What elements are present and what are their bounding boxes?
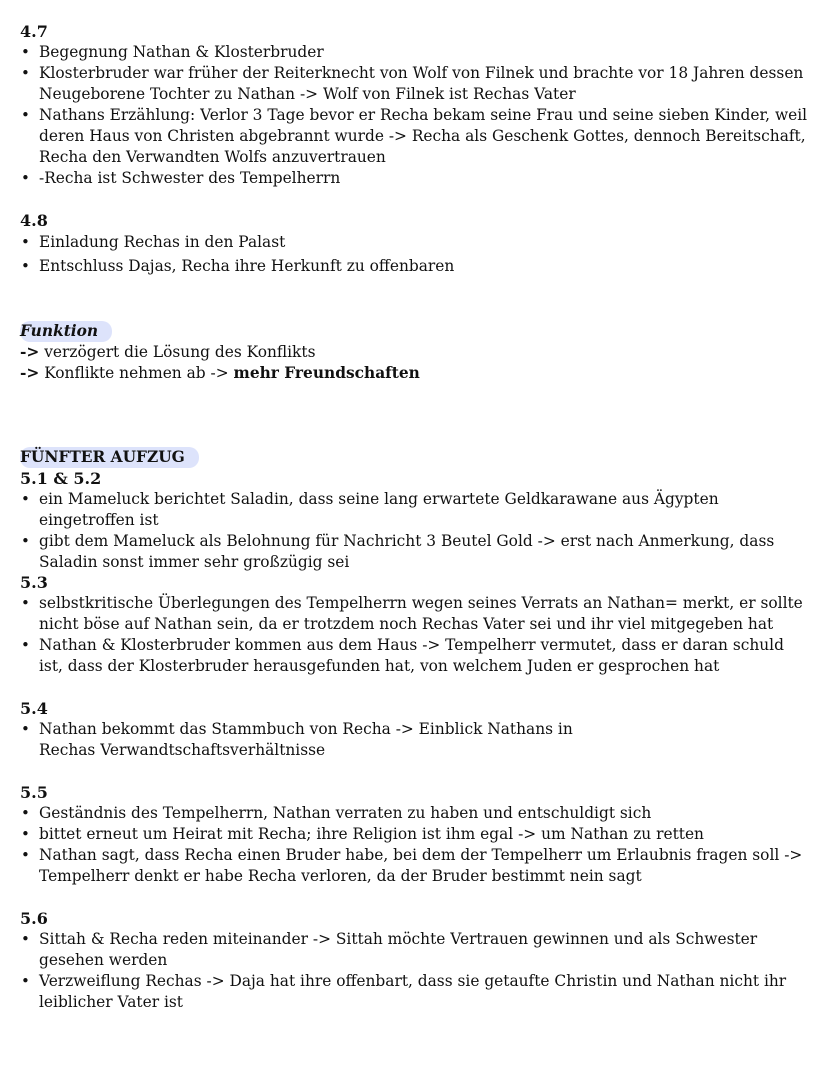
list-item: • Nathan sagt, dass Recha einen Bruder habe, bei dem der Tempelherr um Erlaubnis fragen soll -> Tempelherr denkt er habe Recha verloren, da der Bruder bestimmt nein sagt — [20, 845, 810, 887]
list-item: • selbstkritische Überlegungen des Tempelherrn wegen seines Verrats an Nathan= merkt, er sollte nicht böse auf Nathan sein, da er trotzdem noch Rechas Vater sei und ihr viel mitgegeben hat — [20, 593, 810, 635]
funktion-text: verzögert die Lösung des Konflikts — [44, 343, 316, 361]
list-item: • Klosterbruder war früher der Reiterknecht von Wolf von Filnek und brachte vor 18 Jahren dessen Neugeborene Tochter zu Nathan -> Wolf von Filnek ist Rechas Vater — [20, 63, 810, 105]
list-item: • Begegnung Nathan & Klosterbruder — [20, 42, 810, 63]
list-item: • Nathans Erzählung: Verlor 3 Tage bevor er Recha bekam seine Frau und seine sieben Kinder, weil deren Haus von Christen abgebrannt wurde -> Recha als Geschenk Gottes, dennoch Bereitschaft, Recha den Verwandten Wolfs anzuvertrauen — [20, 105, 810, 168]
arrow-marker: -> — [20, 343, 40, 361]
list-item: • ein Mameluck berichtet Saladin, dass seine lang erwartete Geldkarawane aus Ägypten eingetroffen ist — [20, 489, 810, 531]
section-heading: 5.4 — [20, 699, 48, 718]
list-item: • Nathan & Klosterbruder kommen aus dem Haus -> Tempelherr vermutet, dass er daran schuld ist, dass der Klosterbruder herausgefunden hat, von welchem Juden er gesprochen hat — [20, 635, 810, 677]
section-5-3 — [20, 572, 810, 677]
funktion-line-2 — [20, 363, 810, 384]
list-item: • Einladung Rechas in den Palast — [20, 232, 810, 253]
funktion-line-1 — [20, 342, 810, 363]
list-item: • gibt dem Mameluck als Belohnung für Nachricht 3 Beutel Gold -> erst nach Anmerkung, dass Saladin sonst immer sehr großzügig sei — [20, 531, 810, 573]
list-item: • Entschluss Dajas, Recha ihre Herkunft zu offenbaren — [20, 256, 810, 277]
bullet-list — [20, 719, 620, 761]
section-4-8 — [20, 210, 810, 277]
section-5-5 — [20, 782, 810, 887]
funktion-emphasis: mehr Freundschaften — [233, 364, 420, 382]
funktion-label: Funktion — [20, 321, 112, 342]
act-heading: FÜNFTER AUFZUG — [20, 447, 199, 468]
section-5-4 — [20, 698, 810, 761]
bullet-list — [20, 929, 810, 1013]
section-5-1 — [20, 468, 810, 573]
list-item: • -Recha ist Schwester des Tempelherrn — [20, 168, 810, 189]
arrow-marker: -> — [20, 364, 40, 382]
list-item: • Geständnis des Tempelherrn, Nathan verraten zu haben und entschuldigt sich — [20, 803, 810, 824]
section-heading: 4.7 — [20, 22, 48, 41]
funktion-block — [20, 321, 810, 384]
aufzug-heading-block — [20, 447, 810, 468]
section-5-6 — [20, 908, 810, 1013]
funktion-text: Konflikte nehmen ab -> — [44, 364, 229, 382]
list-item: • bittet erneut um Heirat mit Recha; ihre Religion ist ihm egal -> um Nathan zu retten — [20, 824, 810, 845]
section-heading: 4.8 — [20, 211, 48, 230]
bullet-list — [20, 232, 810, 277]
section-heading: 5.5 — [20, 783, 48, 802]
list-item: • Verzweiflung Rechas -> Daja hat ihre offenbart, dass sie getaufte Christin und Nathan nicht ihr leiblicher Vater ist — [20, 971, 810, 1013]
section-heading: 5.3 — [20, 573, 48, 592]
bullet-list — [20, 42, 810, 189]
list-item: • Nathan bekommt das Stammbuch von Recha -> Einblick Nathans in Rechas Verwandtschaftsverhältnisse — [20, 719, 620, 761]
bullet-list — [20, 593, 810, 677]
section-heading: 5.6 — [20, 909, 48, 928]
section-4-7 — [20, 21, 810, 189]
section-heading: 5.1 & 5.2 — [20, 469, 102, 488]
bullet-list — [20, 803, 810, 887]
bullet-list — [20, 489, 810, 573]
list-item: • Sittah & Recha reden miteinander -> Sittah möchte Vertrauen gewinnen und als Schwester gesehen werden — [20, 929, 810, 971]
